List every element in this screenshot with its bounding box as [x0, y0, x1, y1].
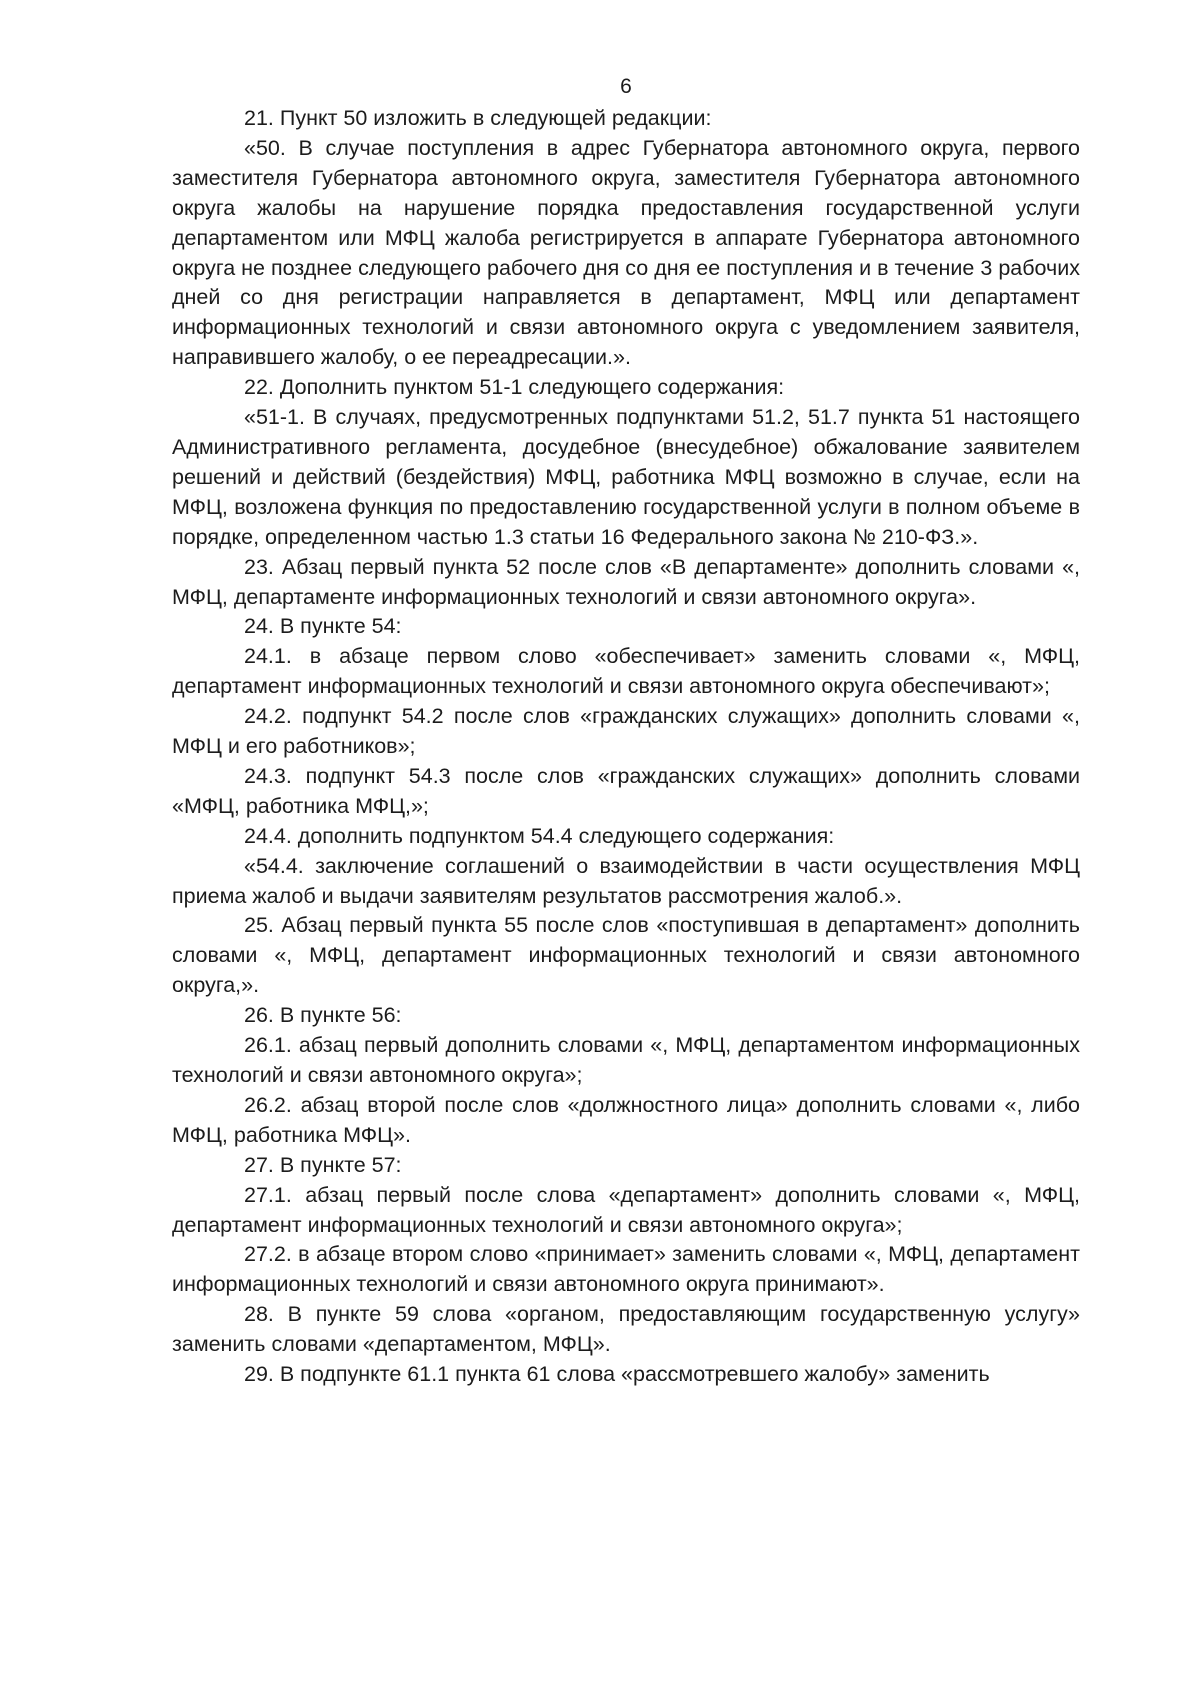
paragraph-27-2: 27.2. в абзаце втором слово «принимает» заменить словами «, МФЦ, департамент информационных технологий и связи автономного округа принимают». — [172, 1242, 1080, 1297]
document-body — [172, 104, 1080, 1390]
paragraph-24-2: 24.2. подпункт 54.2 после слов «гражданских служащих» дополнить словами «, МФЦ и его работников»; — [172, 704, 1080, 759]
paragraph-29: 29. В подпункте 61.1 пункта 61 слова «рассмотревшего жалобу» заменить — [244, 1362, 990, 1387]
paragraph-21: 21. Пункт 50 изложить в следующей редакции: — [244, 106, 712, 130]
paragraph-27: 27. В пункте 57: — [244, 1152, 402, 1177]
paragraph-22: 22. Дополнить пунктом 51-1 следующего содержания: — [244, 375, 785, 400]
paragraph-24: 24. В пункте 54: — [244, 614, 402, 639]
paragraph-23: 23. Абзац первый пункта 52 после слов «В департаменте» дополнить словами «, МФЦ, департаменте информационных технологий и связи автономного округа». — [172, 554, 1080, 609]
paragraph-24-1: 24.1. в абзаце первом слово «обеспечивает» заменить словами «, МФЦ, департамент информационных технологий и связи автономного округа обеспечивают»; — [172, 644, 1080, 699]
paragraph-24-4-quote: «54.4. заключение соглашений о взаимодействии в части осуществления МФЦ приема жалоб и выдачи заявителям результатов рассмотрения жалоб.». — [172, 853, 1080, 908]
paragraph-21-quote: «50. В случае поступления в адрес Губернатора автономного округа, первого заместителя Губернатора автономного округа, заместителя Губернатора автономного округа жалобы на нарушение порядка предоставления государственной услуги департаментом или МФЦ жалоба регистрируется в аппарате Губернатора автономного округа не позднее следующего рабочего дня со дня ее поступления и в течение 3 рабочих дней со дня регистрации направляется в департамент, МФЦ или департамент информационных технологий и связи автономного округа с уведомлением заявителя, направившего жалобу, о ее переадресации.». — [172, 135, 1080, 370]
paragraph-24-3: 24.3. подпункт 54.3 после слов «гражданских служащих» дополнить словами «МФЦ, работника МФЦ,»; — [172, 763, 1080, 818]
paragraph-25: 25. Абзац первый пункта 55 после слов «поступившая в департамент» дополнить словами «, МФЦ, департамент информационных технологий и связи автономного округа,». — [172, 913, 1080, 998]
paragraph-26: 26. В пункте 56: — [244, 1003, 402, 1028]
paragraph-28: 28. В пункте 59 слова «органом, предоставляющим государственную услугу» заменить словами «департаментом, МФЦ». — [172, 1302, 1080, 1357]
paragraph-24-4: 24.4. дополнить подпунктом 54.4 следующего содержания: — [244, 823, 835, 848]
paragraph-27-1: 27.1. абзац первый после слова «департамент» дополнить словами «, МФЦ, департамент информационных технологий и связи автономного округа»; — [172, 1182, 1080, 1237]
paragraph-22-quote: «51-1. В случаях, предусмотренных подпунктами 51.2, 51.7 пункта 51 настоящего Административного регламента, досудебное (внесудебное) обжалование заявителем решений и действий (бездействия) МФЦ, работника МФЦ возможно в случае, если на МФЦ, возложена функция по предоставлению государственной услуги в полном объеме в порядке, определенном частью 1.3 статьи 16 Федерального закона № 210-ФЗ.». — [172, 405, 1080, 549]
paragraph-26-1: 26.1. абзац первый дополнить словами «, МФЦ, департаментом информационных технологий и связи автономного округа»; — [172, 1033, 1080, 1087]
paragraph-26-2: 26.2. абзац второй после слов «должностного лица» дополнить словами «, либо МФЦ, работника МФЦ». — [172, 1092, 1080, 1147]
page-number: 6 — [620, 75, 632, 98]
